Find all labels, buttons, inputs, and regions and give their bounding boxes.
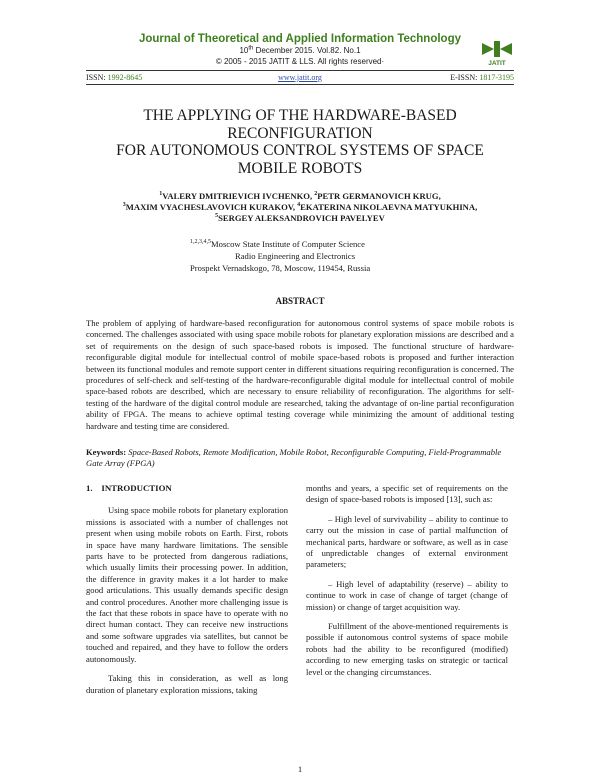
eissn [450, 73, 514, 82]
author-list [86, 191, 514, 224]
author-2: PETR GERMANOVICH KRUG, [317, 191, 441, 201]
page-number: 1 [297, 764, 303, 774]
author-5: SERGEY ALEKSANDROVICH PAVELYEV [218, 213, 385, 223]
issn-value: 1992-8645 [107, 73, 143, 82]
affiliation-numbers: 1,2,3,4,5 [190, 239, 211, 246]
title-line-2: RECONFIGURATION [227, 124, 373, 142]
website-link[interactable]: www.jatit.org [278, 73, 322, 82]
intro-paragraph: Fulfillment of the above-mentioned requirements is possible if autonomous control systems of space mobile robots had the ability to be reconfigured (modified) according to new emerging tasks on strategic or tactical level or the changing circumstances. [306, 621, 508, 677]
left-column [86, 483, 288, 704]
issn-label: ISSN: [86, 73, 108, 82]
title-line-4: MOBILE ROBOTS [237, 159, 363, 177]
keywords-label: Keywords: [86, 447, 127, 457]
journal-title: Journal of Theoretical and Applied Information Technology [138, 33, 462, 45]
author-4: EKATERINA NIKOLAEVNA MATYUKHINA, [300, 202, 478, 212]
author-3: MAXIM VYACHESLAVOVICH KURAKOV, [125, 202, 298, 212]
intro-paragraph: Using space mobile robots for planetary exploration missions is associated with a number of challenges not present when using mobile robots on Earth. First, robots in space have many hardware limitations. The sensible parts have to be protected from dangerous radiations, which usually limits their processing power. In addition, the difference in gravity makes it a lot harder to make good articulations. This usually demands specific design and control procedures. Another more challenging issue is the fact that these robots in space have to operate with no direct human contact. They can receive new instructions and some software upgrades via satellites, but cannot be touched and repaired, and they have to follow the orders autonomously. [86, 505, 288, 664]
intro-paragraph: Taking this in consideration, as well as long duration of planetary exploration missions, taking [86, 673, 288, 695]
keywords-text: Space-Based Robots, Remote Modification, Mobile Robot, Reconfigurable Computing, Field-Programmable Gate Array (FPGA) [86, 447, 502, 469]
author-5-number: 5 [215, 213, 219, 220]
header-rule-top [86, 70, 514, 71]
copyright-notice: © 2005 - 2015 JATIT & LLS. All rights reserved· [215, 57, 385, 66]
author-1: VALERY DMITRIEVICH IVCHENKO, [162, 191, 315, 201]
eissn-value: 1817-3195 [479, 73, 514, 82]
eissn-label: E-ISSN: [450, 73, 480, 82]
affiliation-line-2: Radio Engineering and Electronics [235, 251, 356, 261]
jatit-logo-icon [478, 37, 516, 67]
author-3-number: 3 [122, 202, 126, 209]
abstract-text: The problem of applying of hardware-based reconfiguration for autonomous control systems of space mobile robots is concerned. The challenges associated with using space mobile robots for planetary exploration missions are described and a set of requirements on the design of such space-based robots is imposed. The functional structure of hardware-reconfigurable digital module for intellectual control of mobile space-based robots is proposed and further interaction between its functional modules and remote support center in different situations requiring reconfiguration is concerned. The procedures of self-check and self-testing of the hardware-reconfigurable digital module for intellectual control of mobile space-based robots are described, which are necessary to ensure reliability of reconfiguration. The algorithms for self-testing of the hardware of the digital control module are researched, taking the advantage of on-line partial reconfiguration ability of FPGA. The means to achieve optimal testing coverage while minimizing the amount of additional testing hardware and testing time are considered. [86, 318, 514, 431]
introduction-heading: 1. INTRODUCTION [86, 483, 172, 493]
title-line-3: FOR AUTONOMOUS CONTROL SYSTEMS OF SPACE [116, 142, 484, 159]
issue-volume: December 2015. Vol.82. No.1 [253, 46, 361, 55]
author-1-number: 1 [159, 191, 163, 198]
keywords [86, 447, 514, 470]
abstract-heading: ABSTRACT [275, 296, 325, 306]
requirement-item: – High level of adaptability (reserve) – ability to continue to work in case of change of target (change of mission) or change of target acquisition way. [306, 578, 508, 612]
paper-title [86, 107, 514, 177]
title-line-1: THE APPLYING OF THE HARDWARE-BASED [143, 107, 457, 124]
affiliation-line-3: Prospekt Vernadskogo, 78, Moscow, 119454, Russia [190, 263, 371, 273]
affiliation [190, 238, 450, 274]
requirement-item: – High level of survivability – ability to continue to carry out the mission in case of partial malfunction of mechanical parts, hardware or software, as well as in case of unpredictable changes of external environment parameters; [306, 513, 508, 570]
issue-day: 10 [239, 46, 249, 55]
logo-text: JATIT [488, 60, 506, 67]
right-column [306, 483, 508, 686]
author-2-number: 2 [314, 191, 318, 198]
header-rule-bottom [86, 84, 514, 85]
intro-paragraph: months and years, a specific set of requirements on the design of space-based robots is imposed [13], such as: [306, 483, 508, 505]
author-4-number: 4 [297, 202, 301, 209]
issue-day-suffix: th [248, 45, 254, 52]
affiliation-line-1: Moscow State Institute of Computer Science [211, 239, 365, 249]
